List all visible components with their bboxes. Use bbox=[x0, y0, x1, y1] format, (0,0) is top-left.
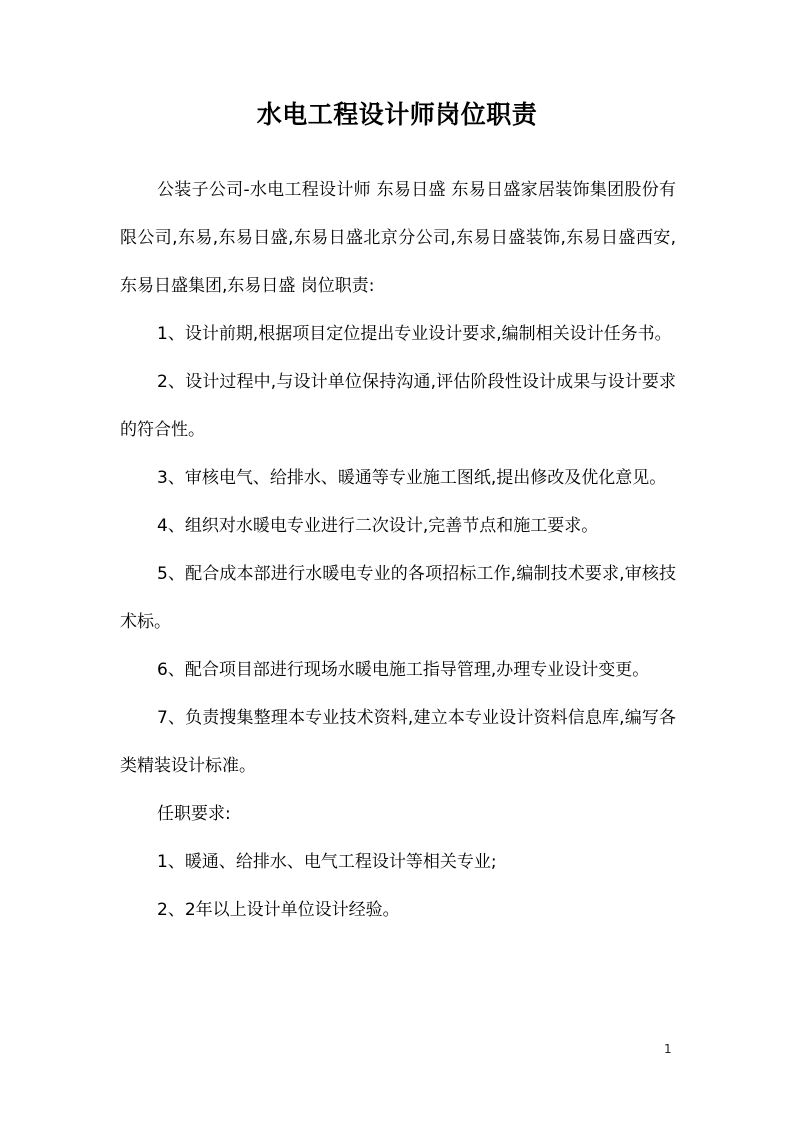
paragraph-duty-1: 1、设计前期,根据项目定位提出专业设计要求,编制相关设计任务书。 bbox=[157, 324, 672, 344]
paragraph-duty-3: 3、审核电气、给排水、暖通等专业施工图纸,提出修改及优化意见。 bbox=[157, 468, 667, 488]
paragraph-duty-2: 2、设计过程中,与设计单位保持沟通,评估阶段性设计成果与设计要求的符合性。 bbox=[120, 372, 676, 440]
document-title: 水电工程设计师岗位职责 bbox=[256, 100, 538, 129]
document-body bbox=[120, 166, 676, 934]
page-number: 1 bbox=[664, 1042, 672, 1056]
paragraph-intro: 公装子公司-水电工程设计师 东易日盛 东易日盛家居装饰集团股份有限公司,东易,东易日盛,东易日盛北京分公司,东易日盛装饰,东易日盛西安,东易日盛集团,东易日盛 岗位职责: bbox=[120, 180, 676, 296]
paragraph-duty-6: 6、配合项目部进行现场水暖电施工指导管理,办理专业设计变更。 bbox=[157, 660, 650, 680]
paragraph-requirement-2: 2、2年以上设计单位设计经验。 bbox=[157, 900, 400, 920]
paragraph-duty-7: 7、负责搜集整理本专业技术资料,建立本专业设计资料信息库,编写各类精装设计标准。 bbox=[120, 708, 676, 776]
paragraph-duty-4: 4、组织对水暖电专业进行二次设计,完善节点和施工要求。 bbox=[157, 516, 599, 536]
paragraph-requirement-1: 1、暖通、给排水、电气工程设计等相关专业; bbox=[157, 852, 497, 872]
paragraph-requirements-heading: 任职要求: bbox=[157, 804, 231, 824]
paragraph-duty-5: 5、配合成本部进行水暖电专业的各项招标工作,编制技术要求,审核技术标。 bbox=[120, 564, 676, 632]
